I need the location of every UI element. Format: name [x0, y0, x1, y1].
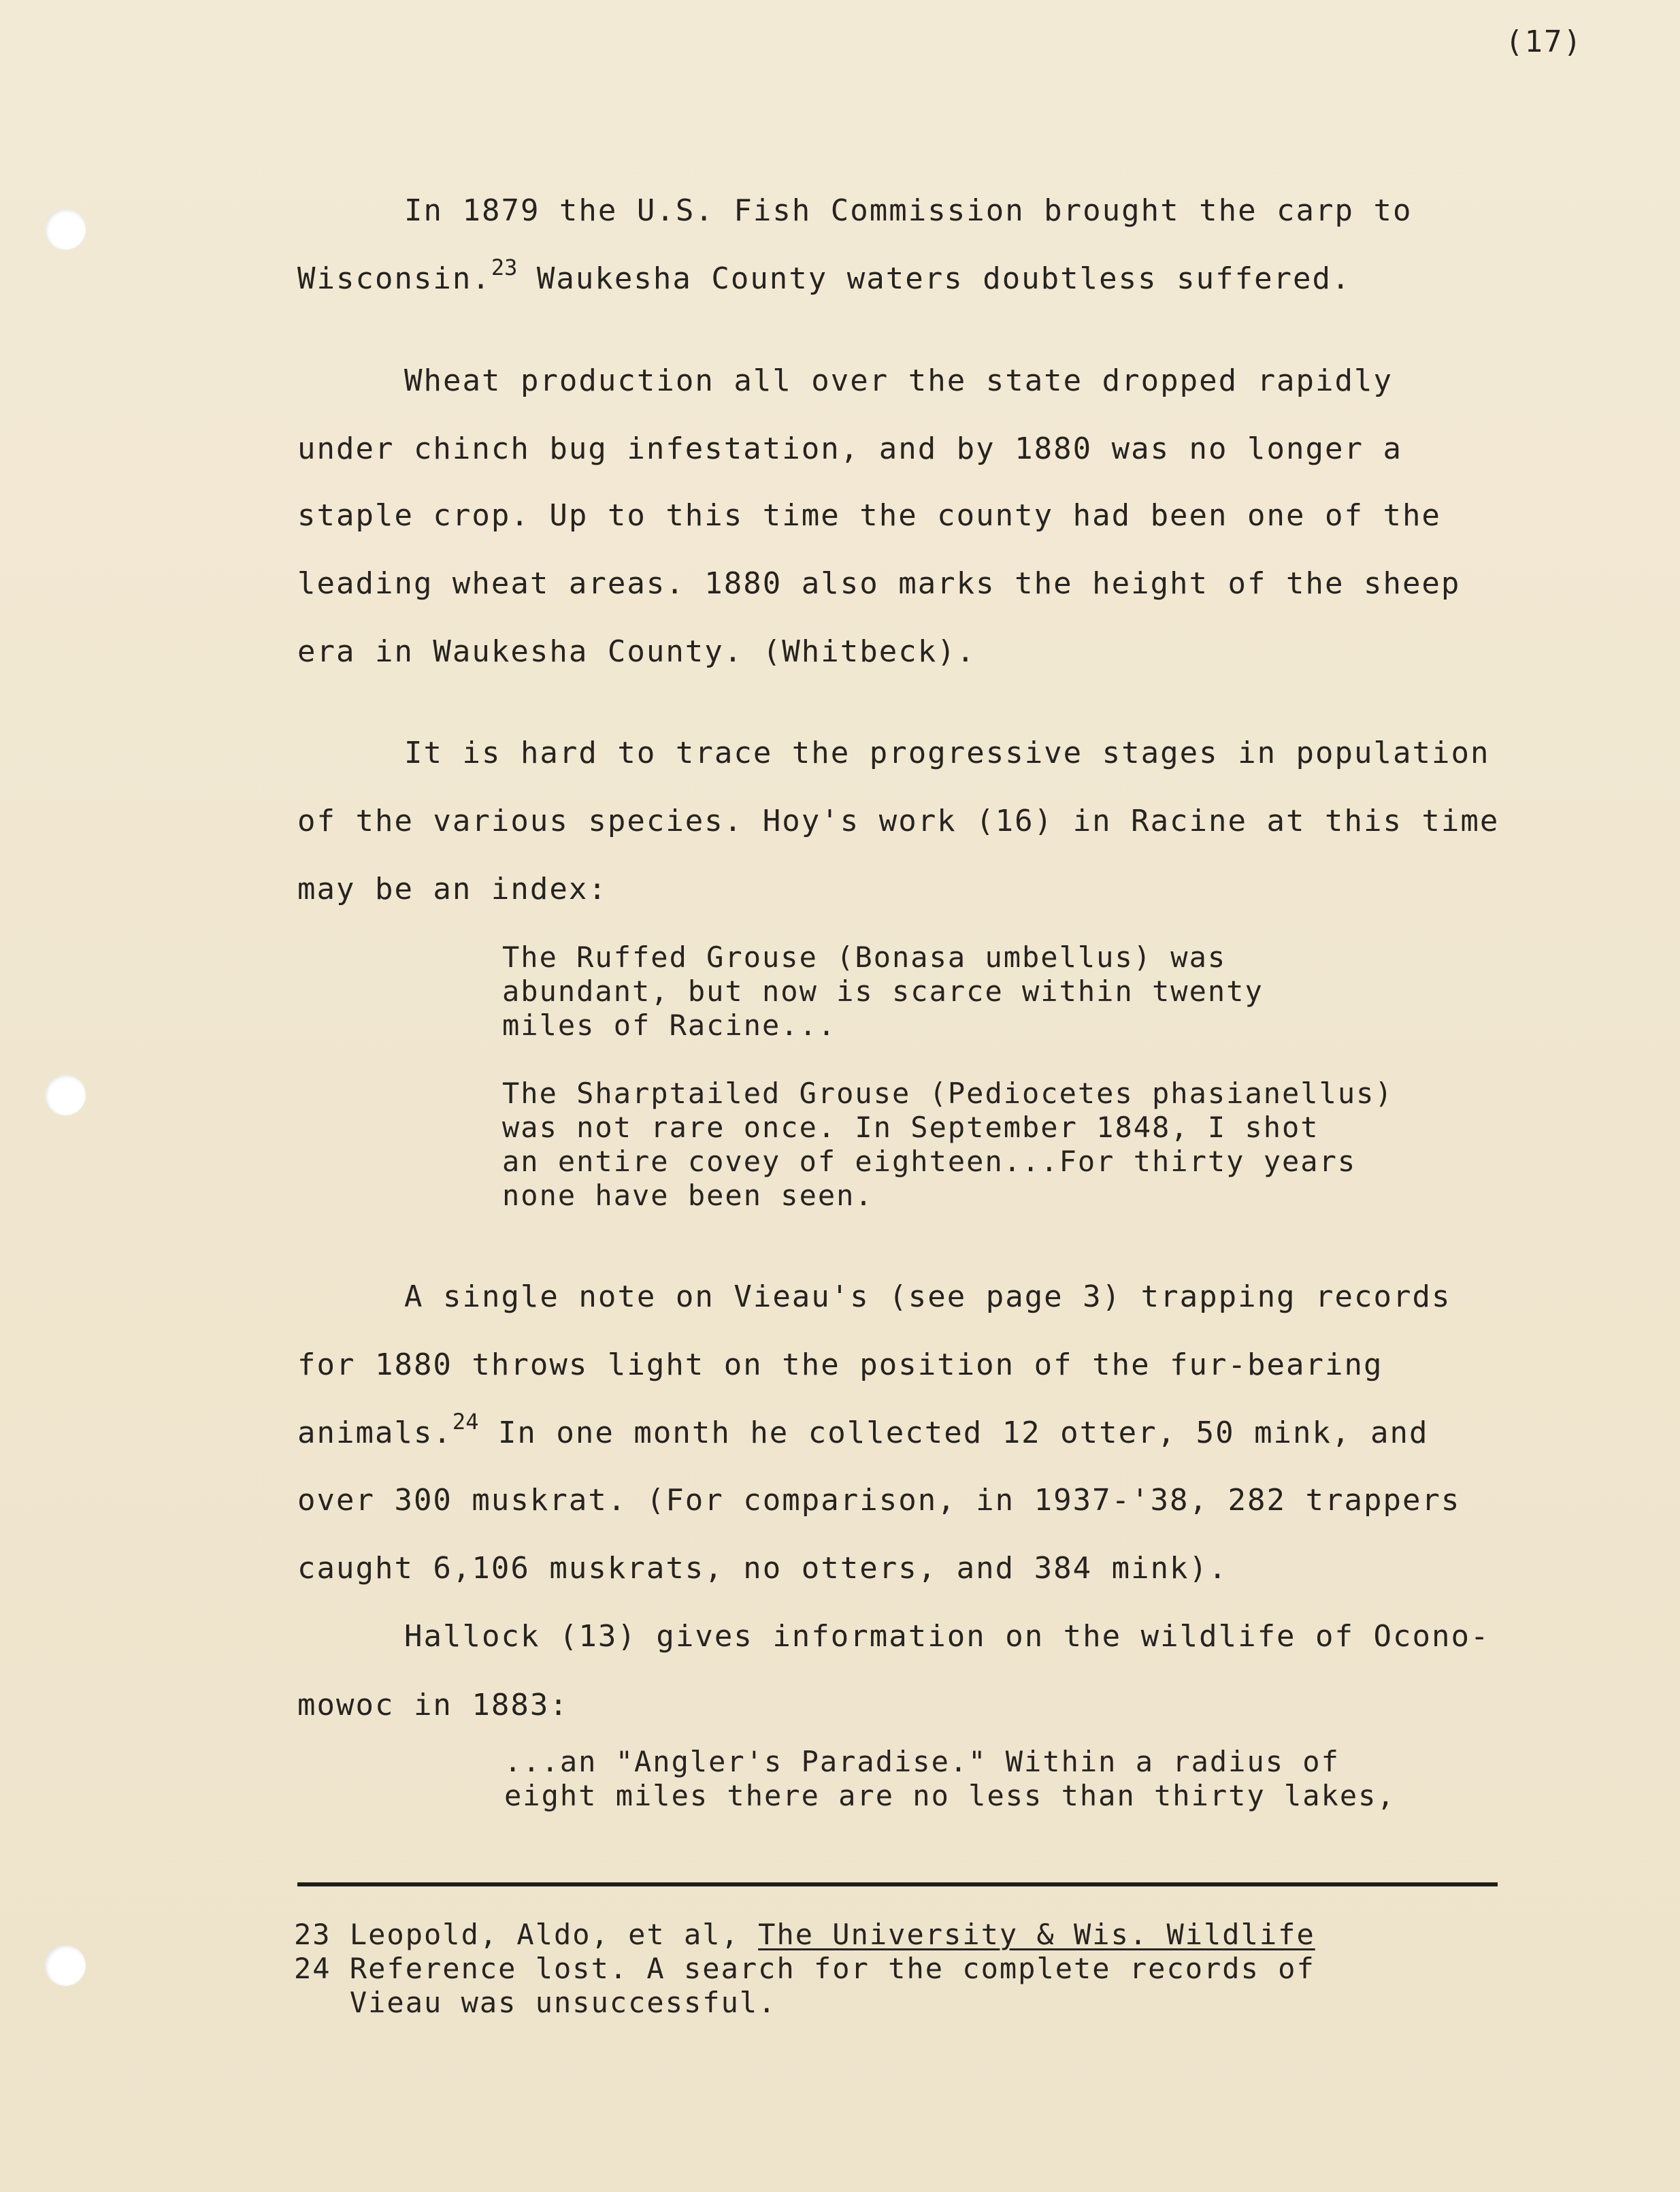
footnote-23-prefix: 23 Leopold, Aldo, et al, — [294, 1918, 759, 1951]
footnote-23 — [294, 1920, 1315, 1949]
population-line-1: It is hard to trace the progressive stages in population — [404, 736, 1490, 770]
carp-line-2-text-b: Waukesha County waters doubtless suffered. — [517, 261, 1351, 296]
quote-grouse-line-3: miles of Racine... — [502, 1009, 837, 1042]
quote-grouse-line-1: The Ruffed Grouse (Bonasa umbellus) was — [502, 940, 1227, 974]
vieau-line-2: for 1880 throws light on the position of the fur-bearing — [297, 1347, 1383, 1382]
carp-line-2-text-a: Wisconsin. — [297, 261, 491, 296]
vieau-line-1: A single note on Vieau's (see page 3) trapping records — [404, 1279, 1451, 1314]
wheat-line-3: staple crop. Up to this time the county had been one of the — [297, 498, 1441, 533]
wheat-line-5: era in Waukesha County. (Whitbeck). — [297, 634, 976, 669]
footnote-ref-23: 23 — [491, 255, 518, 280]
vieau-line-5: caught 6,106 muskrats, no otters, and 384 mink). — [297, 1551, 1228, 1586]
footnote-24-line-2: Vieau was unsuccessful. — [294, 1986, 777, 2019]
vieau-line-3 — [297, 1409, 1429, 1450]
vieau-line-3-text-a: animals. — [297, 1416, 452, 1450]
quote-grouse-line-2: abundant, but now is scarce within twenty — [502, 975, 1264, 1008]
wheat-line-1: Wheat production all over the state dropped rapidly — [404, 363, 1394, 398]
population-line-2: of the various species. Hoy's work (16) in Racine at this time — [297, 804, 1500, 838]
binder-hole-middle — [45, 1075, 86, 1115]
quote-angler-line-2: eight miles there are no less than thirty lakes, — [504, 1779, 1396, 1812]
quote-sharptail-line-4: none have been seen. — [502, 1179, 874, 1212]
quote-angler-line-1: ...an "Angler's Paradise." Within a radius of — [504, 1745, 1340, 1778]
hallock-line-2: mowoc in 1883: — [297, 1688, 569, 1722]
wheat-line-4: leading wheat areas. 1880 also marks the height of the sheep — [297, 566, 1461, 601]
quote-sharptail-line-1: The Sharptailed Grouse (Pediocetes phasianellus) — [502, 1077, 1394, 1110]
wheat-line-2: under chinch bug infestation, and by 1880 was no longer a — [297, 431, 1402, 466]
hallock-line-1: Hallock (13) gives information on the wildlife of Ocono- — [404, 1619, 1490, 1654]
carp-line-1: In 1879 the U.S. Fish Commission brought the carp to — [404, 193, 1413, 228]
page-number: (17) — [1505, 24, 1583, 59]
footnote-divider — [297, 1882, 1498, 1886]
footnote-23-title: The University & Wis. Wildlife — [758, 1918, 1315, 1951]
footnote-24-line-1: 24 Reference lost. A search for the complete records of — [294, 1952, 1315, 1985]
binder-hole-bottom — [45, 1945, 86, 1986]
quote-sharptail-line-3: an entire covey of eighteen...For thirty years — [502, 1145, 1357, 1178]
binder-hole-top — [45, 209, 86, 250]
quote-sharptail-line-2: was not rare once. In September 1848, I shot — [502, 1111, 1319, 1144]
carp-line-2 — [297, 255, 1351, 296]
vieau-line-4: over 300 muskrat. (For comparison, in 1937-'38, 282 trappers — [297, 1483, 1461, 1518]
vieau-line-3-text-b: In one month he collected 12 otter, 50 mink, and — [478, 1416, 1429, 1450]
population-line-3: may be an index: — [297, 872, 608, 906]
footnote-ref-24: 24 — [452, 1409, 479, 1435]
